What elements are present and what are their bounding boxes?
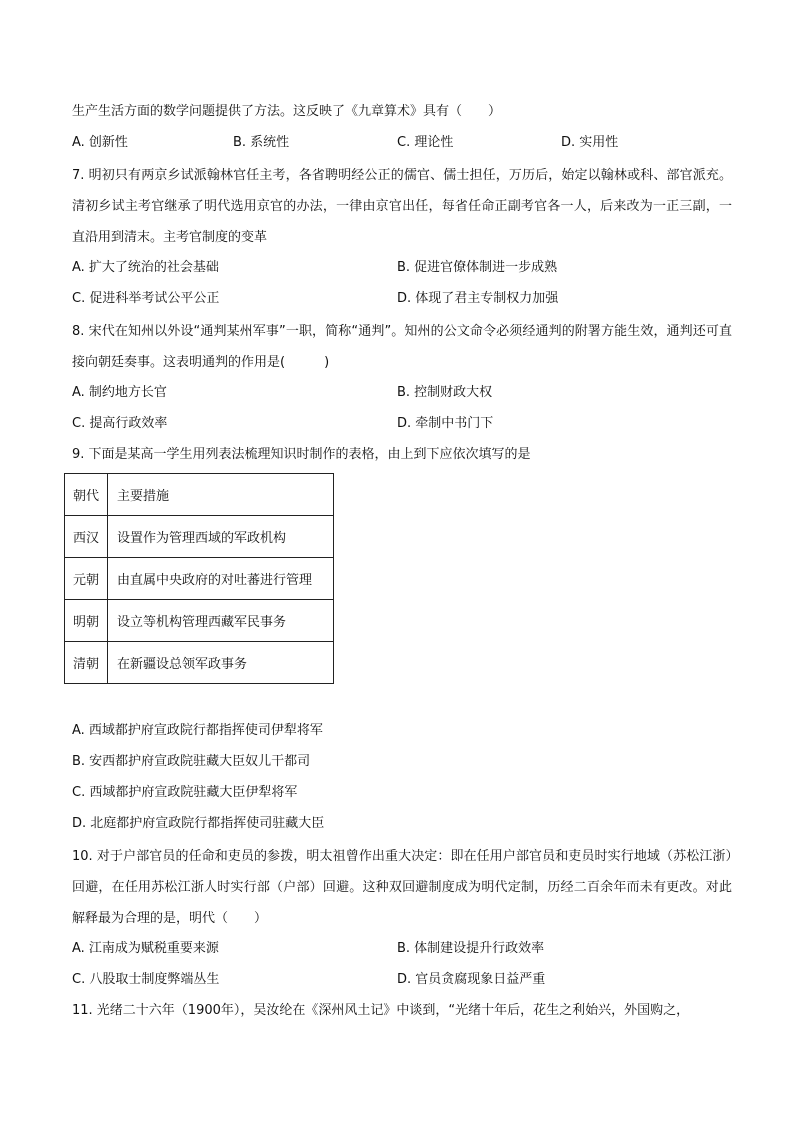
q9-option-c[interactable]: C. 西域都护府宣政院驻藏大臣伊犁将军 [72,785,298,800]
q7-option-c[interactable]: C. 促进科举考试公平公正 [72,291,220,306]
table-row [65,474,334,516]
q10-option-b[interactable]: B. 体制建设提升行政效率 [397,941,545,956]
q6-option-d[interactable]: D. 实用性 [561,135,619,150]
q8-option-b[interactable]: B. 控制财政大权 [397,385,493,400]
table-cell: 元朝 [65,558,108,600]
q7-stem: 7. 明初只有两京乡试派翰林官任主考，各省聘明经公正的儒官、儒士担任，万历后，始定以翰林或科、部官派充。清初乡试主考官继承了明代选用京官的办法，一律由京官出任，每省任命正副考官各一人，后来改为一正三副，一直沿用到清末。主考官制度的变革 [72,168,732,245]
q10-option-a[interactable]: A. 江南成为赋税重要来源 [72,941,219,956]
table-cell: 清朝 [65,642,108,684]
q6-option-c[interactable]: C. 理论性 [397,135,454,150]
table-cell: 设置作为管理西域的军政机构 [108,516,334,558]
q6-option-a[interactable]: A. 创新性 [72,135,128,150]
q6-option-b[interactable]: B. 系统性 [233,135,290,150]
q11-stem: 11. 光绪二十六年（1900年），吴汝纶在《深州风土记》中谈到，“光绪十年后，花生之利始兴，外国购之， [72,1003,690,1018]
q8-option-a[interactable]: A. 制约地方长官 [72,385,167,400]
q9-option-b[interactable]: B. 安西都护府宣政院驻藏大臣奴儿干都司 [72,754,311,769]
table-cell: 朝代 [65,474,108,516]
table-cell: 在新疆设总领军政事务 [108,642,334,684]
q10-stem: 10. 对于户部官员的任命和吏员的参拨，明太祖曾作出重大决定：即在任用户部官员和吏员时实行地域（苏松江浙）回避，在任用苏松江浙人时实行部（户部）回避。这种双回避制度成为明代定制，历经二百余年而未有更改。对此解释最为合理的是，明代（ ） [72,849,732,926]
table-cell: 主要措施 [108,474,334,516]
q7-option-d[interactable]: D. 体现了君主专制权力加强 [397,291,559,306]
q9-stem: 9. 下面是某高一学生用列表法梳理知识时制作的表格，由上到下应依次填写的是 [72,447,531,462]
q8-option-c[interactable]: C. 提高行政效率 [72,416,168,431]
q9-option-d[interactable]: D. 北庭都护府宣政院行都指挥使司驻藏大臣 [72,816,325,831]
q9-option-a[interactable]: A. 西域都护府宣政院行都指挥使司伊犁将军 [72,723,323,738]
q8-option-d[interactable]: D. 牵制中书门下 [397,416,494,431]
table-cell: 明朝 [65,600,108,642]
table-row [65,600,334,642]
q8-stem: 8. 宋代在知州以外设“通判某州军事”一职，简称“通判”。知州的公文命令必须经通判的附署方能生效，通判还可直接向朝廷奏事。这表明通判的作用是( ) [72,324,732,370]
q9-table [64,473,334,684]
table-row [65,516,334,558]
table-cell: 由直属中央政府的对吐蕃进行管理 [108,558,334,600]
table-cell: 西汉 [65,516,108,558]
q10-option-c[interactable]: C. 八股取士制度弊端丛生 [72,972,220,987]
q10-option-d[interactable]: D. 官员贪腐现象日益严重 [397,972,546,987]
table-cell: 设立等机构管理西藏军民事务 [108,600,334,642]
q6-stem-tail: 生产生活方面的数学问题提供了方法。这反映了《九章算术》具有（ ） [72,104,502,119]
q7-option-b[interactable]: B. 促进官僚体制进一步成熟 [397,260,558,275]
q7-option-a[interactable]: A. 扩大了统治的社会基础 [72,260,219,275]
table-row [65,558,334,600]
table-row [65,642,334,684]
